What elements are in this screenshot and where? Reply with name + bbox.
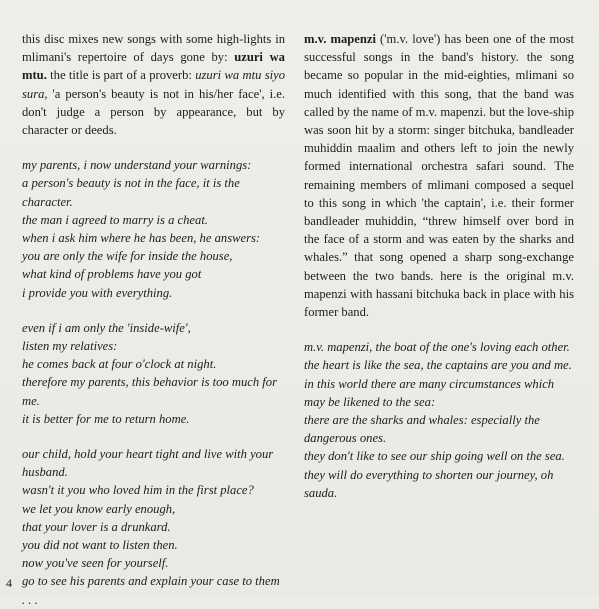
right-intro-paragraph	[304, 30, 574, 321]
right-intro-text: ('m.v. love') has been one of the most successful songs in the band's history. the song became so popular in the mid-eighties, mlimani so much identified with this song, that the band was called by the name of m.v. mapenzi. but the love-ship was soon hit by a storm: singer bitchuka, bandleader muhiddin maalim and others left to join the newly formed international orchestra safari sound. The remaining members of mlimani composed a sequel to this song in which 'the captain', i.e. their former bandleader muhiddin, “threw himself over bord in the face of a storm and was eaten by the sharks and whales.” that song opened a sharp song-exchange between the two bands. here is the original m.v. mapenzi with hassani bitchuka back in place with his former band.	[304, 32, 575, 320]
verse-line: go to see his parents and explain your case to them . . .	[22, 574, 280, 607]
verse-line: we let you know early enough,	[22, 501, 176, 516]
verse-line: even if i am only the 'inside-wife',	[22, 320, 191, 335]
left-stanza-3	[22, 445, 285, 609]
left-intro-text-2: the title is part of a proverb:	[46, 68, 196, 83]
verse-line: that your lover is a drunkard.	[22, 519, 171, 534]
proverb-swahili: uzuri wa mtu siyo sura,	[22, 68, 285, 101]
verse-line: i provide you with everything.	[22, 285, 173, 300]
verse-line: they don't like to see our ship going well on the sea.	[304, 449, 565, 464]
verse-line: it is better for me to return home.	[22, 411, 190, 426]
verse-line: what kind of problems have you got	[22, 267, 202, 282]
verse-line: wasn't it you who loved him in the first place?	[22, 483, 254, 498]
verse-line: a person's beauty is not in the face, it is the character.	[22, 176, 240, 209]
left-intro-text-3: 'a person's beauty is not in his/her face', i.e. don't judge a person by appearance, but by character or deeds.	[22, 86, 285, 138]
song-title-uzuri-wa-mtu: uzuri wa mtu.	[22, 50, 285, 83]
left-stanza-1	[22, 156, 285, 302]
verse-line: my parents, i now understand your warnings:	[22, 158, 252, 173]
verse-line: he comes back at four o'clock at night.	[22, 357, 217, 372]
right-stanza-1	[304, 338, 574, 502]
verse-line: listen my relatives:	[22, 339, 118, 354]
verse-line: m.v. mapenzi, the boat of the one's loving each other.	[304, 340, 570, 355]
verse-line: now you've seen for yourself.	[22, 556, 169, 571]
verse-line: our child, hold your heart tight and live with your husband.	[22, 447, 274, 480]
verse-line: the man i agreed to marry is a cheat.	[22, 212, 208, 227]
left-intro-paragraph	[22, 30, 285, 139]
left-intro-text-1: this disc mixes new songs with some high-lights in mlimani's repertoire of days gone by:	[22, 32, 285, 65]
verse-line: therefore my parents, this behavior is too much for me.	[22, 375, 277, 408]
verse-line: when i ask him where he has been, he answers:	[22, 231, 261, 246]
verse-line: there are the sharks and whales: especially the dangerous ones.	[304, 413, 540, 446]
verse-line: you did not want to listen then.	[22, 538, 178, 553]
verse-line: you are only the wife for inside the house,	[22, 249, 233, 264]
verse-line: the heart is like the sea, the captains are you and me.	[304, 358, 572, 373]
song-title-mv-mapenzi: m.v. mapenzi	[304, 32, 376, 46]
right-column	[304, 30, 574, 502]
verse-line: they will do everything to shorten our journey, oh sauda.	[304, 467, 554, 500]
left-stanza-2	[22, 319, 285, 428]
page-number: 4	[6, 576, 12, 590]
verse-line: in this world there are many circumstances which may be likened to the sea:	[304, 376, 555, 409]
left-column	[22, 30, 285, 609]
